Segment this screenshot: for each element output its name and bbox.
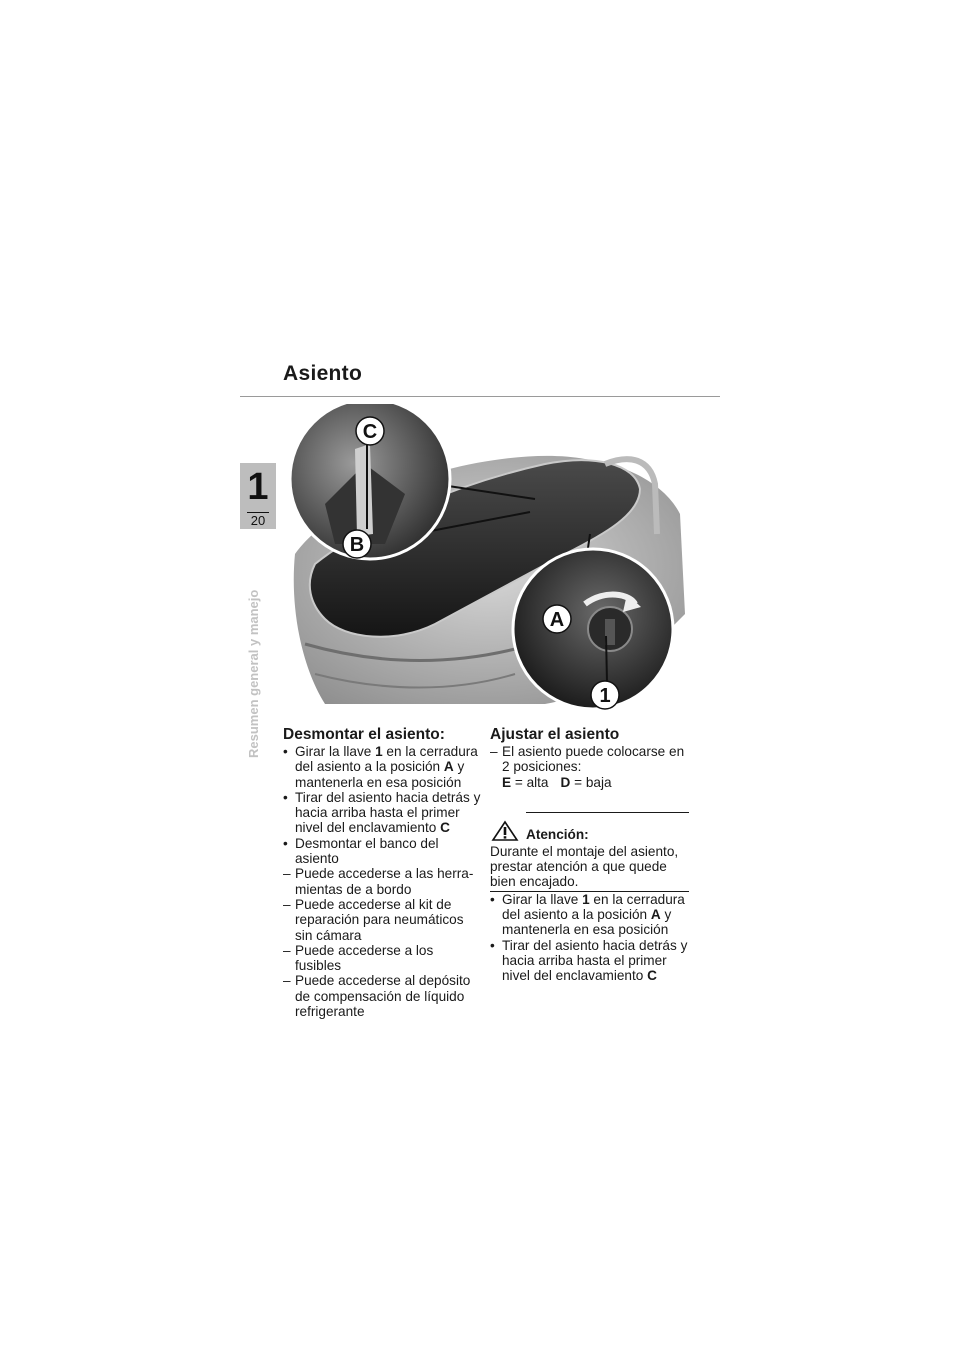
page-title: Asiento: [283, 362, 363, 385]
page-number: 20: [250, 513, 266, 528]
callout-b-icon: [343, 530, 371, 558]
list-item: – Puede accederse a las herramientas de a bordo: [283, 866, 474, 897]
warning-top-rule: [526, 812, 689, 813]
list-item: • Tirar del asiento hacia detrás y hacia arriba hasta el primer nivel del enclavamiento C: [490, 937, 688, 984]
list-item: – Puede accederse a los fusibles: [283, 942, 434, 974]
callout-a-icon: [543, 605, 571, 633]
seat-figure: [285, 404, 690, 716]
chapter-number: 1: [247, 466, 269, 508]
adjust-seat-section: [490, 726, 690, 984]
remove-seat-list: [283, 744, 483, 1019]
callout-1-label: 1: [599, 685, 611, 707]
seat-positions: E = alta D = baja: [502, 774, 612, 790]
callout-1-icon: [591, 681, 619, 709]
list-item: • Desmontar el banco del asiento: [283, 835, 439, 867]
list-item: • Girar la llave 1 en la cerradura del asiento a la posición A y mantenerla en esa posición: [283, 744, 478, 790]
adjust-seat-steps: [490, 892, 690, 984]
remove-seat-section: [283, 726, 483, 1019]
callout-c-label: C: [362, 421, 378, 443]
list-item: • Girar la llave 1 en la cerradura del asiento a la posición A y mantenerla en esa posición: [490, 891, 685, 938]
warning-text: Durante el montaje del asiento, prestar atención a que quede bien encajado.: [490, 843, 679, 890]
callout-a-label: A: [549, 609, 565, 631]
warning-box: [490, 812, 690, 892]
seat-illustration: [285, 404, 690, 716]
remove-seat-heading: Desmontar el asiento:: [283, 726, 445, 743]
title-divider: [240, 396, 720, 397]
list-item: – Puede accederse al kit de reparación para neumáticos sin cámara: [283, 896, 464, 943]
list-item: • Tirar del asiento hacia detrás y hacia arriba hasta el primer nivel del enclavamiento C: [283, 789, 481, 836]
chapter-side-label: Resumen general y manejo: [246, 589, 261, 758]
adjust-seat-heading: Ajustar el asiento: [490, 726, 620, 743]
chapter-tab: [240, 463, 276, 529]
list-item: – El asiento puede colocarse en 2 posiciones:: [490, 744, 685, 775]
list-item: – Puede accederse al depósito de compensación de líquido refrigerante: [283, 973, 471, 1020]
callout-c-icon: [356, 417, 384, 445]
warning-title: Atención:: [526, 826, 589, 842]
adjust-seat-intro: [490, 744, 690, 775]
warning-icon: [490, 820, 520, 842]
callout-b-label: B: [349, 534, 365, 556]
